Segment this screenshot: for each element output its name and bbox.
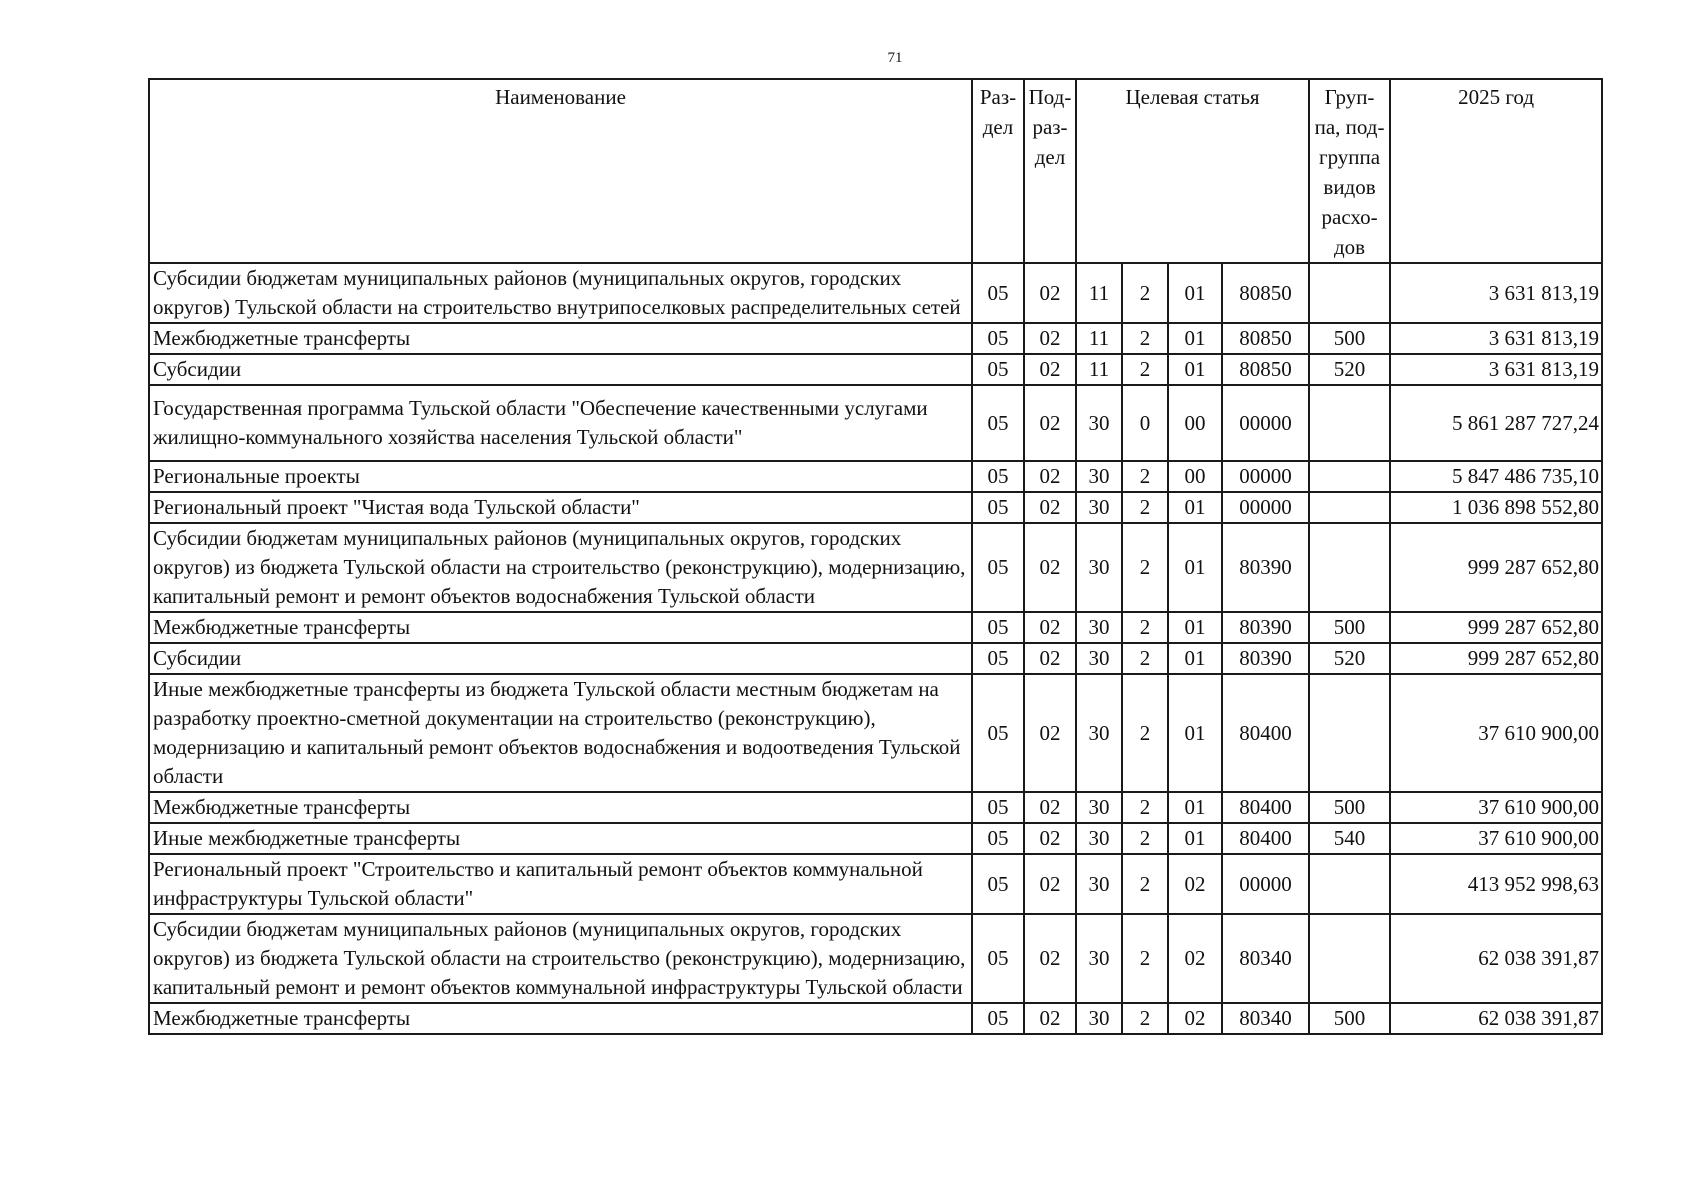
row-podrazdel: 02 bbox=[1024, 1003, 1076, 1034]
row-target-program: 30 bbox=[1076, 492, 1122, 523]
row-target-direction: 80390 bbox=[1222, 523, 1309, 612]
row-amount: 1 036 898 552,80 bbox=[1390, 492, 1602, 523]
row-name: Субсидии bbox=[149, 643, 972, 674]
row-razdel: 05 bbox=[972, 1003, 1024, 1034]
row-razdel: 05 bbox=[972, 612, 1024, 643]
row-target-subprogram: 2 bbox=[1122, 792, 1168, 823]
row-target-program: 30 bbox=[1076, 643, 1122, 674]
row-name: Государственная программа Тульской области "Обеспечение качественными услугами жилищно-коммунального хозяйства населения Тульской области" bbox=[149, 385, 972, 461]
row-target-subprogram: 2 bbox=[1122, 612, 1168, 643]
row-podrazdel: 02 bbox=[1024, 492, 1076, 523]
row-target-program: 30 bbox=[1076, 914, 1122, 1003]
table-row bbox=[149, 492, 1602, 523]
row-expense-group bbox=[1309, 263, 1390, 323]
row-target-subprogram: 2 bbox=[1122, 1003, 1168, 1034]
row-target-direction: 80340 bbox=[1222, 1003, 1309, 1034]
row-razdel: 05 bbox=[972, 643, 1024, 674]
row-target-element: 02 bbox=[1168, 854, 1222, 914]
row-target-element: 02 bbox=[1168, 1003, 1222, 1034]
row-expense-group: 540 bbox=[1309, 823, 1390, 854]
row-target-subprogram: 2 bbox=[1122, 461, 1168, 492]
row-expense-group bbox=[1309, 674, 1390, 792]
row-name: Региональный проект "Строительство и капитальный ремонт объектов коммунальной инфраструктуры Тульской области" bbox=[149, 854, 972, 914]
row-target-direction: 00000 bbox=[1222, 385, 1309, 461]
row-podrazdel: 02 bbox=[1024, 823, 1076, 854]
row-expense-group bbox=[1309, 385, 1390, 461]
row-target-element: 01 bbox=[1168, 674, 1222, 792]
table-row bbox=[149, 385, 1602, 461]
row-target-program: 30 bbox=[1076, 612, 1122, 643]
row-target-direction: 80850 bbox=[1222, 354, 1309, 385]
row-target-subprogram: 2 bbox=[1122, 323, 1168, 354]
row-target-subprogram: 2 bbox=[1122, 643, 1168, 674]
header-podrazdel: Под- раз- дел bbox=[1024, 79, 1076, 263]
row-target-element: 01 bbox=[1168, 263, 1222, 323]
row-name: Субсидии бюджетам муниципальных районов (муниципальных округов, городских округов) Тульской области на строительство внутрипоселковых распределительных сетей bbox=[149, 263, 972, 323]
page-number: 71 bbox=[887, 50, 903, 66]
row-razdel: 05 bbox=[972, 523, 1024, 612]
row-target-subprogram: 2 bbox=[1122, 823, 1168, 854]
row-amount: 3 631 813,19 bbox=[1390, 263, 1602, 323]
row-name: Межбюджетные трансферты bbox=[149, 792, 972, 823]
row-podrazdel: 02 bbox=[1024, 914, 1076, 1003]
row-razdel: 05 bbox=[972, 461, 1024, 492]
row-target-program: 30 bbox=[1076, 854, 1122, 914]
row-name: Субсидии bbox=[149, 354, 972, 385]
row-target-program: 30 bbox=[1076, 823, 1122, 854]
row-target-element: 00 bbox=[1168, 385, 1222, 461]
row-target-direction: 80400 bbox=[1222, 674, 1309, 792]
table-row bbox=[149, 1003, 1602, 1034]
row-expense-group: 520 bbox=[1309, 643, 1390, 674]
table-row bbox=[149, 523, 1602, 612]
row-amount: 37 610 900,00 bbox=[1390, 823, 1602, 854]
row-target-element: 01 bbox=[1168, 823, 1222, 854]
table-row bbox=[149, 823, 1602, 854]
row-amount: 3 631 813,19 bbox=[1390, 323, 1602, 354]
row-expense-group bbox=[1309, 461, 1390, 492]
row-name: Межбюджетные трансферты bbox=[149, 612, 972, 643]
table-row bbox=[149, 354, 1602, 385]
row-podrazdel: 02 bbox=[1024, 854, 1076, 914]
row-target-subprogram: 2 bbox=[1122, 674, 1168, 792]
row-target-element: 01 bbox=[1168, 792, 1222, 823]
row-amount: 5 861 287 727,24 bbox=[1390, 385, 1602, 461]
row-target-subprogram: 2 bbox=[1122, 263, 1168, 323]
row-target-subprogram: 0 bbox=[1122, 385, 1168, 461]
row-podrazdel: 02 bbox=[1024, 461, 1076, 492]
row-name: Региональный проект "Чистая вода Тульской области" bbox=[149, 492, 972, 523]
row-expense-group: 500 bbox=[1309, 323, 1390, 354]
row-amount: 999 287 652,80 bbox=[1390, 523, 1602, 612]
table-row bbox=[149, 674, 1602, 792]
row-target-element: 01 bbox=[1168, 354, 1222, 385]
table-row bbox=[149, 323, 1602, 354]
row-name: Межбюджетные трансферты bbox=[149, 323, 972, 354]
row-podrazdel: 02 bbox=[1024, 792, 1076, 823]
row-target-program: 30 bbox=[1076, 792, 1122, 823]
row-podrazdel: 02 bbox=[1024, 674, 1076, 792]
row-target-element: 00 bbox=[1168, 461, 1222, 492]
row-target-direction: 00000 bbox=[1222, 854, 1309, 914]
row-razdel: 05 bbox=[972, 854, 1024, 914]
row-podrazdel: 02 bbox=[1024, 643, 1076, 674]
row-name: Региональные проекты bbox=[149, 461, 972, 492]
row-expense-group: 500 bbox=[1309, 612, 1390, 643]
budget-table bbox=[148, 78, 1603, 1035]
row-target-program: 11 bbox=[1076, 323, 1122, 354]
row-target-program: 30 bbox=[1076, 385, 1122, 461]
row-name: Субсидии бюджетам муниципальных районов (муниципальных округов, городских округов) из бюджета Тульской области на строительство (реконструкцию), модернизацию, капитальный ремонт и ремонт объектов водоснабжения Тульской области bbox=[149, 523, 972, 612]
row-target-direction: 00000 bbox=[1222, 492, 1309, 523]
header-razdel: Раз- дел bbox=[972, 79, 1024, 263]
row-amount: 5 847 486 735,10 bbox=[1390, 461, 1602, 492]
row-podrazdel: 02 bbox=[1024, 385, 1076, 461]
row-target-program: 11 bbox=[1076, 263, 1122, 323]
row-target-program: 30 bbox=[1076, 461, 1122, 492]
row-podrazdel: 02 bbox=[1024, 323, 1076, 354]
row-target-direction: 00000 bbox=[1222, 461, 1309, 492]
row-target-direction: 80400 bbox=[1222, 823, 1309, 854]
table-row bbox=[149, 643, 1602, 674]
row-podrazdel: 02 bbox=[1024, 523, 1076, 612]
row-target-program: 30 bbox=[1076, 523, 1122, 612]
row-name: Иные межбюджетные трансферты bbox=[149, 823, 972, 854]
row-expense-group bbox=[1309, 492, 1390, 523]
header-target: Целевая статья bbox=[1076, 79, 1309, 263]
row-target-direction: 80390 bbox=[1222, 612, 1309, 643]
row-expense-group: 500 bbox=[1309, 792, 1390, 823]
row-target-subprogram: 2 bbox=[1122, 854, 1168, 914]
row-razdel: 05 bbox=[972, 385, 1024, 461]
row-amount: 62 038 391,87 bbox=[1390, 1003, 1602, 1034]
row-name: Иные межбюджетные трансферты из бюджета Тульской области местным бюджетам на разработку проектно-сметной документации на строительство (реконструкцию), модернизацию и капитальный ремонт объектов водоснабжения и водоотведения Тульской области bbox=[149, 674, 972, 792]
row-amount: 999 287 652,80 bbox=[1390, 612, 1602, 643]
table-row bbox=[149, 914, 1602, 1003]
row-amount: 37 610 900,00 bbox=[1390, 792, 1602, 823]
row-amount: 62 038 391,87 bbox=[1390, 914, 1602, 1003]
row-razdel: 05 bbox=[972, 914, 1024, 1003]
row-amount: 37 610 900,00 bbox=[1390, 674, 1602, 792]
row-target-subprogram: 2 bbox=[1122, 914, 1168, 1003]
row-target-direction: 80850 bbox=[1222, 323, 1309, 354]
row-target-direction: 80850 bbox=[1222, 263, 1309, 323]
row-expense-group bbox=[1309, 914, 1390, 1003]
row-target-element: 01 bbox=[1168, 612, 1222, 643]
header-name: Наименование bbox=[149, 79, 972, 263]
row-target-element: 01 bbox=[1168, 492, 1222, 523]
row-razdel: 05 bbox=[972, 823, 1024, 854]
row-amount: 999 287 652,80 bbox=[1390, 643, 1602, 674]
row-name: Субсидии бюджетам муниципальных районов (муниципальных округов, городских округов) из бюджета Тульской области на строительство (реконструкцию), модернизацию, капитальный ремонт и ремонт объектов коммунальной инфраструктуры Тульской области bbox=[149, 914, 972, 1003]
row-razdel: 05 bbox=[972, 354, 1024, 385]
row-target-element: 01 bbox=[1168, 323, 1222, 354]
row-target-element: 02 bbox=[1168, 914, 1222, 1003]
table-row bbox=[149, 612, 1602, 643]
header-group: Груп- па, под- группа видов расхо- дов bbox=[1309, 79, 1390, 263]
row-expense-group bbox=[1309, 854, 1390, 914]
table-row bbox=[149, 263, 1602, 323]
row-target-element: 01 bbox=[1168, 523, 1222, 612]
row-target-program: 30 bbox=[1076, 1003, 1122, 1034]
row-target-program: 11 bbox=[1076, 354, 1122, 385]
row-target-subprogram: 2 bbox=[1122, 523, 1168, 612]
row-expense-group: 520 bbox=[1309, 354, 1390, 385]
row-target-direction: 80390 bbox=[1222, 643, 1309, 674]
table-row bbox=[149, 792, 1602, 823]
row-razdel: 05 bbox=[972, 492, 1024, 523]
table-header-row bbox=[149, 79, 1602, 263]
header-year: 2025 год bbox=[1390, 79, 1602, 263]
row-podrazdel: 02 bbox=[1024, 263, 1076, 323]
row-podrazdel: 02 bbox=[1024, 354, 1076, 385]
row-podrazdel: 02 bbox=[1024, 612, 1076, 643]
row-target-element: 01 bbox=[1168, 643, 1222, 674]
row-razdel: 05 bbox=[972, 674, 1024, 792]
row-amount: 3 631 813,19 bbox=[1390, 354, 1602, 385]
row-razdel: 05 bbox=[972, 792, 1024, 823]
table-row bbox=[149, 854, 1602, 914]
row-razdel: 05 bbox=[972, 323, 1024, 354]
row-expense-group bbox=[1309, 523, 1390, 612]
row-target-direction: 80400 bbox=[1222, 792, 1309, 823]
row-expense-group: 500 bbox=[1309, 1003, 1390, 1034]
row-target-direction: 80340 bbox=[1222, 914, 1309, 1003]
row-razdel: 05 bbox=[972, 263, 1024, 323]
row-target-program: 30 bbox=[1076, 674, 1122, 792]
row-target-subprogram: 2 bbox=[1122, 492, 1168, 523]
row-amount: 413 952 998,63 bbox=[1390, 854, 1602, 914]
row-target-subprogram: 2 bbox=[1122, 354, 1168, 385]
row-name: Межбюджетные трансферты bbox=[149, 1003, 972, 1034]
table-row bbox=[149, 461, 1602, 492]
